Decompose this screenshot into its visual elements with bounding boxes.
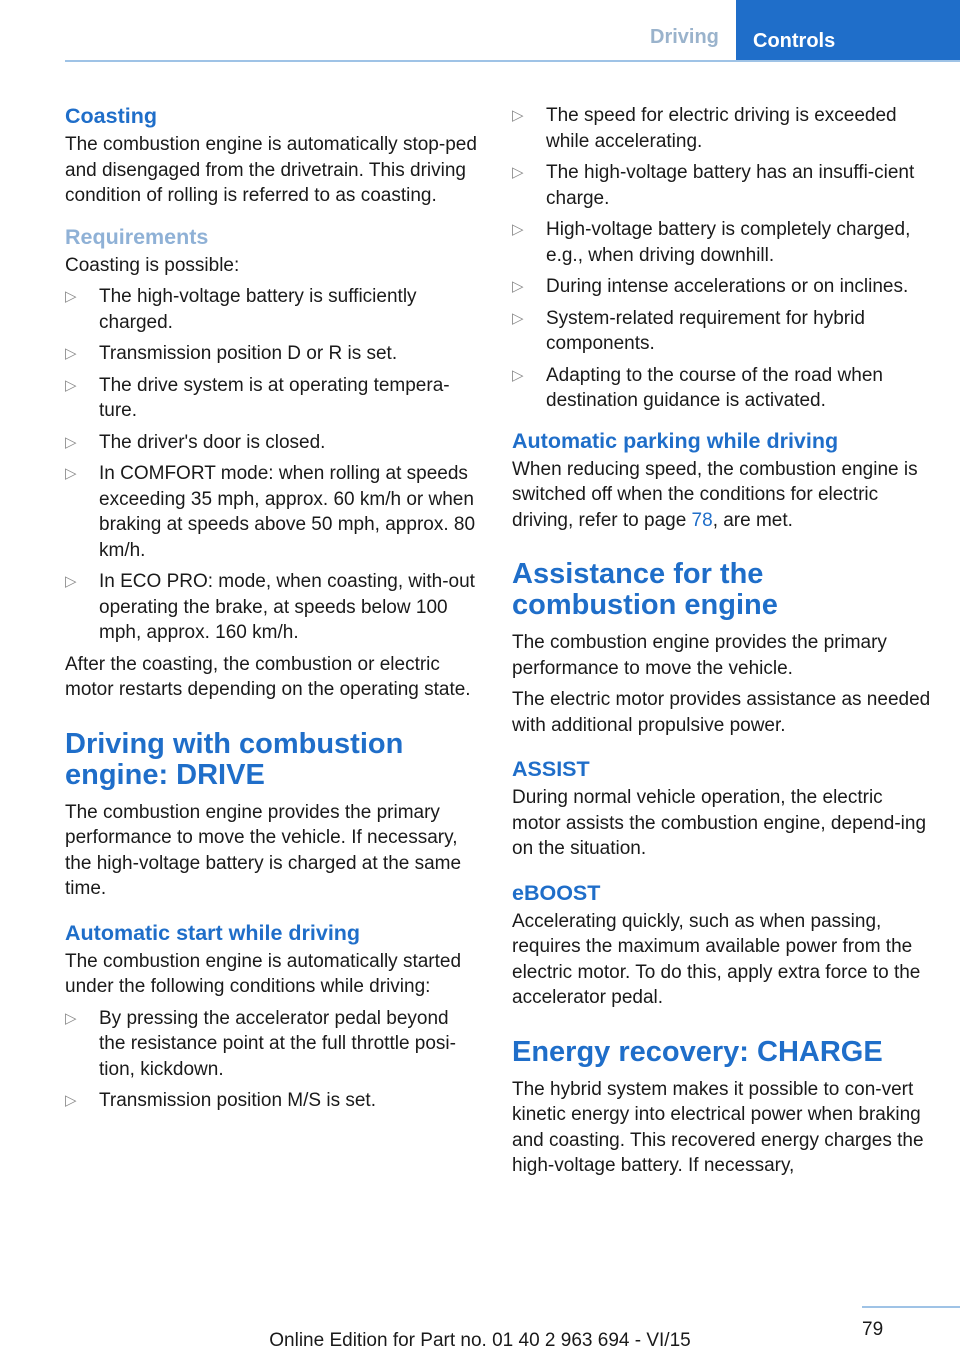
heading-eboost: eBOOST — [512, 880, 601, 905]
triangle-bullet-icon: ▷ — [65, 465, 77, 482]
heading-assist: ASSIST — [512, 757, 590, 781]
autostart-list-continued — [512, 103, 932, 414]
triangle-bullet-icon: ▷ — [512, 107, 524, 124]
list-item: ▷ During intense accelerations or on inclines. — [512, 274, 932, 300]
triangle-bullet-icon: ▷ — [65, 376, 77, 394]
after-coasting-paragraph: After the coasting, the combustion or electric motor restarts depending on the operating state. — [65, 653, 471, 700]
triangle-bullet-icon: ▷ — [512, 164, 524, 181]
triangle-bullet-icon: ▷ — [65, 345, 77, 362]
heading-assistance-combustion-engine: Assistance for the combustion engine — [512, 558, 778, 621]
list-item: ▷ The speed for electric driving is exceeded while accelerating. — [512, 105, 897, 152]
chapter-tab-controls[interactable]: Controls — [736, 0, 960, 62]
heading-automatic-start: Automatic start while driving — [65, 920, 361, 945]
heading-energy-recovery: Energy recovery: CHARGE — [512, 1035, 883, 1068]
assist-engine-paragraph-2: The electric motor provides assistance as needed with additional propulsive power. — [512, 689, 931, 736]
triangle-bullet-icon: ▷ — [512, 366, 524, 384]
heading-driving-with-combustion-engine: Driving with combustion engine: DRIVE — [65, 727, 404, 791]
list-item: ▷ The high-voltage battery has an insuffi‐cient charge. — [512, 162, 915, 209]
requirements-list — [65, 284, 480, 646]
autostart-list — [65, 1006, 480, 1114]
list-item: ▷ By pressing the accelerator pedal beyond the resistance point at the full throttle posi‐tion, kickdown. — [65, 1007, 456, 1080]
triangle-bullet-icon: ▷ — [65, 573, 77, 590]
triangle-bullet-icon: ▷ — [65, 433, 77, 451]
coasting-paragraph: The combustion engine is automatically stop‐ped and disengaged from the drivetrain. This driving condition of rolling is referred to as coasting. — [65, 134, 477, 206]
list-item: ▷ The driver's door is closed. — [65, 430, 480, 456]
triangle-bullet-icon: ▷ — [512, 221, 524, 238]
page-number: 79 — [862, 1319, 884, 1340]
requirements-intro: Coasting is possible: — [65, 254, 240, 276]
autopark-paragraph: When reducing speed, the combustion engine is switched off when the conditions for electric driving, refer to page 78, are met. — [512, 458, 918, 531]
triangle-bullet-icon: ▷ — [65, 288, 77, 305]
autostart-paragraph: The combustion engine is automatically started under the following conditions while driving: — [65, 950, 462, 997]
eboost-paragraph: Accelerating quickly, such as when passing, requires the maximum available power from the electric motor. To do this, apply extra force to the accelerator pedal. — [512, 910, 921, 1008]
list-item: ▷ Transmission position D or R is set. — [65, 341, 480, 367]
list-item: ▷ In ECO PRO: mode, when coasting, with‐out operating the brake, at speeds below 100 mph, approx. 160 km/h. — [65, 571, 475, 643]
charge-paragraph: The hybrid system makes it possible to con‐vert kinetic energy into electrical power when braking and coasting. This recovered energy charges the high-voltage battery. If necessary, — [512, 1078, 924, 1176]
heading-automatic-parking: Automatic parking while driving — [512, 428, 839, 453]
edition-footer: Online Edition for Part no. 01 40 2 963 694 - VI/15 — [269, 1330, 691, 1351]
heading-requirements: Requirements — [65, 224, 209, 249]
triangle-bullet-icon: ▷ — [65, 1092, 77, 1109]
list-item: ▷ In COMFORT mode: when rolling at speeds exceeding 35 mph, approx. 60 km/h or when braking at speeds above 50 mph, approx. 80 km/h. — [65, 463, 476, 561]
list-item: ▷ The drive system is at operating tempera‐ture. — [65, 374, 450, 421]
left-column — [65, 103, 480, 1120]
assist-paragraph: During normal vehicle operation, the electric motor assists the combustion engine, depend‐ing on the situation. — [512, 787, 927, 859]
page-reference-link[interactable]: 78 — [691, 509, 713, 531]
list-item: ▷ High-voltage battery is completely charged, e.g., when driving downhill. — [512, 219, 911, 266]
triangle-bullet-icon: ▷ — [512, 278, 524, 295]
triangle-bullet-icon: ▷ — [512, 309, 524, 327]
right-column — [512, 103, 932, 1185]
heading-coasting: Coasting — [65, 104, 157, 128]
list-item: ▷ The high-voltage battery is sufficiently charged. — [65, 286, 417, 333]
header-divider — [65, 60, 960, 62]
section-tab-driving[interactable]: Driving — [650, 26, 719, 48]
list-item: ▷ System-related requirement for hybrid components. — [512, 307, 865, 354]
drive-paragraph: The combustion engine provides the primary performance to move the vehicle. If necessary, the high-voltage battery is charged at the same time. — [65, 801, 462, 899]
footer-divider — [862, 1306, 960, 1308]
page-header — [0, 0, 960, 62]
triangle-bullet-icon: ▷ — [65, 1009, 77, 1027]
list-item: ▷ Transmission position M/S is set. — [65, 1088, 480, 1114]
list-item: ▷ Adapting to the course of the road when destination guidance is activated. — [512, 364, 883, 411]
assist-engine-paragraph-1: The combustion engine provides the primary performance to move the vehicle. — [512, 632, 887, 679]
